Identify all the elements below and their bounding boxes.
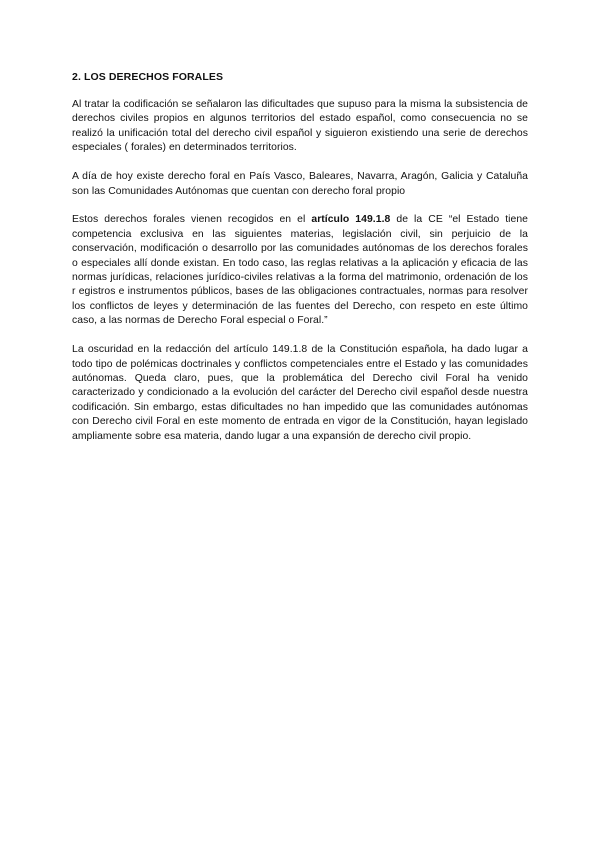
paragraph-constitution-ambiguity: La oscuridad en la redacción del artículo 149.1.8 de la Constitución española, ha dado lugar a todo tipo de polémicas doctrinales y conflictos competenciales entre el Estado y las comunidades autónomas. Queda claro, pues, que la problemática del Derecho civil Foral ha venido caracterizado y condicionado a la evolución del carácter del Derecho civil español desde nuestra codificación. Sin embargo, estas dificultades no han impedido que las comunidades autónomas con Derecho civil Foral en este momento de entrada en vigor de la Constitución, hayan legislado ampliamente sobre esa materia, dando lugar a una expansión de derecho civil propio. <box>72 344 528 442</box>
paragraph-article-149-intro: Estos derechos forales vienen recogidos en el <box>72 214 312 226</box>
paragraph-foral-territories: A día de hoy existe derecho foral en País Vasco, Baleares, Navarra, Aragón, Galicia y Cataluña son las Comunidades Autónomas que cuentan con derecho foral propio <box>72 171 528 197</box>
document-page <box>72 70 528 459</box>
article-reference: artículo 149.1.8 <box>311 214 391 226</box>
paragraph-article-149-quote: de la CE “el Estado tiene competencia exclusiva en las siguientes materias, legislación civil, sin perjuicio de la conservación, modificación o desarrollo por las comunidades autónomas de los derechos forales o especiales allí donde existan. En todo caso, las reglas relativas a la aplicación y eficacia de las normas jurídicas, relaciones jurídico-civiles relativas a la forma del matrimonio, ordenación de los r egistros e instrumentos públicos, bases de las obligaciones contractuales, normas para resolver los conflictos de leyes y determinación de las fuentes del Derecho, con respeto en este último caso, a las normas de Derecho Foral especial o Foral.” <box>72 214 528 327</box>
paragraph-article-149 <box>72 213 528 328</box>
paragraph-codification: Al tratar la codificación se señalaron las dificultades que supuso para la misma la subsistencia de derechos civiles propios en algunos territorios del estado español, como consecuencia no se realizó la unificación total del derecho civil español y siguieron existiendo una serie de derechos especiales ( forales) en determinados territorios. <box>72 99 528 154</box>
section-heading: 2. LOS DERECHOS FORALES <box>72 71 224 83</box>
